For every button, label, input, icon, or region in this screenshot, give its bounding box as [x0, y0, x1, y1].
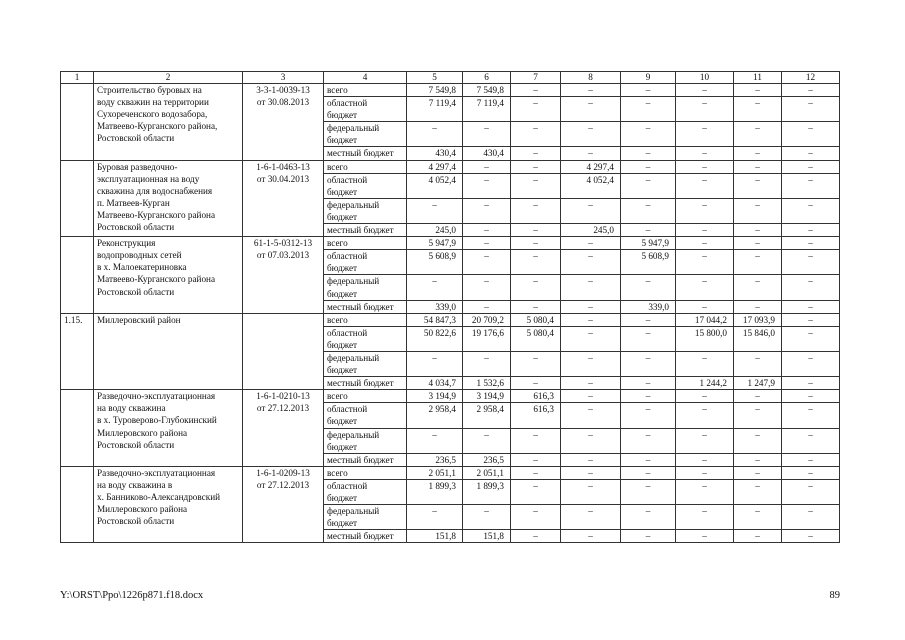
header-cell: 4: [324, 72, 407, 84]
value-cell: –: [676, 97, 734, 122]
value-cell: 7 119,4: [407, 97, 463, 122]
value-cell: –: [463, 160, 511, 173]
funding-source-label: федеральный бюджет: [324, 122, 407, 147]
funding-source-label: областной бюджет: [324, 97, 407, 122]
value-cell: –: [734, 275, 782, 300]
table-row: [61, 237, 840, 250]
expertise-code: 3-3-1-0039-13 от 30.08.2013: [243, 84, 324, 161]
value-cell: –: [782, 84, 840, 97]
value-cell: –: [782, 224, 840, 237]
value-cell: –: [561, 275, 621, 300]
value-cell: –: [511, 97, 561, 122]
value-cell: –: [621, 505, 676, 530]
value-cell: –: [621, 122, 676, 147]
footer-file-path: Y:\ORST\Ppo\1226p871.f18.docx: [60, 590, 204, 601]
header-cell: 1: [61, 72, 94, 84]
funding-source-label: областной бюджет: [324, 403, 407, 428]
funding-source-label: всего: [324, 390, 407, 403]
value-cell: –: [511, 479, 561, 504]
funding-source-label: федеральный бюджет: [324, 428, 407, 453]
value-cell: –: [782, 300, 840, 313]
value-cell: 1 247,9: [734, 377, 782, 390]
value-cell: 19 176,6: [463, 326, 511, 351]
value-cell: 5 608,9: [407, 250, 463, 275]
value-cell: –: [676, 300, 734, 313]
value-cell: 5 080,4: [511, 326, 561, 351]
value-cell: –: [561, 351, 621, 376]
value-cell: –: [676, 198, 734, 223]
funding-source-label: федеральный бюджет: [324, 505, 407, 530]
value-cell: 4 297,4: [407, 160, 463, 173]
value-cell: –: [561, 466, 621, 479]
table-row: [61, 390, 840, 403]
value-cell: 1 899,3: [407, 479, 463, 504]
value-cell: –: [561, 198, 621, 223]
value-cell: –: [676, 275, 734, 300]
value-cell: 3 194,9: [407, 390, 463, 403]
value-cell: –: [463, 275, 511, 300]
value-cell: –: [782, 313, 840, 326]
value-cell: –: [621, 466, 676, 479]
value-cell: –: [561, 505, 621, 530]
value-cell: –: [782, 326, 840, 351]
value-cell: –: [676, 428, 734, 453]
value-cell: –: [734, 390, 782, 403]
value-cell: 151,8: [463, 530, 511, 543]
value-cell: –: [511, 237, 561, 250]
table-row: [61, 466, 840, 479]
value-cell: –: [782, 122, 840, 147]
item-number: [61, 84, 94, 161]
value-cell: –: [561, 122, 621, 147]
project-description: Миллеровский район: [94, 313, 243, 390]
value-cell: –: [782, 390, 840, 403]
value-cell: –: [734, 237, 782, 250]
value-cell: –: [676, 84, 734, 97]
funding-source-label: областной бюджет: [324, 479, 407, 504]
value-cell: –: [676, 224, 734, 237]
value-cell: –: [734, 453, 782, 466]
funding-source-label: всего: [324, 84, 407, 97]
value-cell: 2 958,4: [407, 403, 463, 428]
value-cell: –: [621, 313, 676, 326]
funding-source-label: всего: [324, 160, 407, 173]
value-cell: 4 034,7: [407, 377, 463, 390]
value-cell: –: [463, 173, 511, 198]
value-cell: –: [511, 147, 561, 160]
value-cell: 245,0: [407, 224, 463, 237]
value-cell: –: [561, 479, 621, 504]
value-cell: –: [561, 250, 621, 275]
value-cell: –: [511, 453, 561, 466]
value-cell: –: [511, 530, 561, 543]
value-cell: –: [621, 479, 676, 504]
value-cell: –: [734, 479, 782, 504]
value-cell: 616,3: [511, 403, 561, 428]
value-cell: –: [561, 97, 621, 122]
value-cell: –: [782, 403, 840, 428]
value-cell: –: [511, 351, 561, 376]
header-cell: 2: [94, 72, 243, 84]
value-cell: –: [561, 300, 621, 313]
value-cell: 7 549,8: [407, 84, 463, 97]
value-cell: –: [676, 250, 734, 275]
expertise-code: 1-6-1-0463-13 от 30.04.2013: [243, 160, 324, 237]
funding-source-label: областной бюджет: [324, 326, 407, 351]
value-cell: –: [407, 275, 463, 300]
value-cell: –: [621, 530, 676, 543]
value-cell: 5 080,4: [511, 313, 561, 326]
value-cell: –: [621, 390, 676, 403]
value-cell: –: [782, 97, 840, 122]
value-cell: –: [676, 390, 734, 403]
funding-source-label: федеральный бюджет: [324, 275, 407, 300]
value-cell: –: [621, 351, 676, 376]
value-cell: 2 051,1: [407, 466, 463, 479]
value-cell: –: [561, 147, 621, 160]
item-number: [61, 390, 94, 467]
value-cell: –: [511, 300, 561, 313]
value-cell: –: [407, 198, 463, 223]
value-cell: 15 800,0: [676, 326, 734, 351]
project-description: Реконструкция водопроводных сетей в х. Малоекатериновка Матвеево-Курганского района Ростовской области: [94, 237, 243, 314]
value-cell: –: [561, 428, 621, 453]
page-number: 89: [829, 590, 840, 601]
value-cell: –: [676, 466, 734, 479]
expertise-code: [243, 313, 324, 390]
value-cell: –: [782, 453, 840, 466]
header-cell: 12: [782, 72, 840, 84]
value-cell: –: [561, 377, 621, 390]
value-cell: 430,4: [407, 147, 463, 160]
value-cell: –: [782, 160, 840, 173]
value-cell: 1 899,3: [463, 479, 511, 504]
value-cell: –: [621, 403, 676, 428]
value-cell: 7 549,8: [463, 84, 511, 97]
value-cell: –: [676, 530, 734, 543]
value-cell: –: [734, 97, 782, 122]
value-cell: –: [561, 390, 621, 403]
header-cell: 11: [734, 72, 782, 84]
value-cell: –: [782, 351, 840, 376]
value-cell: 4 052,4: [561, 173, 621, 198]
value-cell: –: [734, 403, 782, 428]
value-cell: –: [511, 250, 561, 275]
value-cell: –: [734, 84, 782, 97]
value-cell: –: [463, 351, 511, 376]
funding-source-label: всего: [324, 237, 407, 250]
value-cell: 339,0: [407, 300, 463, 313]
value-cell: –: [463, 250, 511, 275]
value-cell: –: [782, 428, 840, 453]
budget-table: [60, 71, 840, 543]
table-row: [61, 84, 840, 97]
project-description: Строительство буровых на воду скважин на территории Сухореченского водозабора, Матвеево-Курганского района, Ростовской области: [94, 84, 243, 161]
value-cell: 17 044,2: [676, 313, 734, 326]
value-cell: –: [621, 224, 676, 237]
header-row: [61, 72, 840, 84]
value-cell: –: [782, 173, 840, 198]
header-cell: 5: [407, 72, 463, 84]
funding-source-label: местный бюджет: [324, 530, 407, 543]
value-cell: –: [621, 198, 676, 223]
value-cell: –: [676, 237, 734, 250]
value-cell: –: [621, 326, 676, 351]
funding-source-label: федеральный бюджет: [324, 351, 407, 376]
funding-source-label: местный бюджет: [324, 224, 407, 237]
value-cell: –: [511, 198, 561, 223]
value-cell: 2 958,4: [463, 403, 511, 428]
value-cell: 1 244,2: [676, 377, 734, 390]
value-cell: –: [463, 505, 511, 530]
header-cell: 8: [561, 72, 621, 84]
value-cell: –: [734, 505, 782, 530]
value-cell: –: [561, 84, 621, 97]
value-cell: –: [511, 173, 561, 198]
value-cell: 20 709,2: [463, 313, 511, 326]
funding-source-label: всего: [324, 466, 407, 479]
value-cell: 15 846,0: [734, 326, 782, 351]
value-cell: 339,0: [621, 300, 676, 313]
header-cell: 3: [243, 72, 324, 84]
value-cell: –: [511, 428, 561, 453]
value-cell: –: [734, 173, 782, 198]
funding-source-label: областной бюджет: [324, 173, 407, 198]
item-number: [61, 466, 94, 543]
value-cell: –: [407, 122, 463, 147]
value-cell: –: [782, 530, 840, 543]
value-cell: 616,3: [511, 390, 561, 403]
value-cell: –: [511, 224, 561, 237]
table-body: [61, 72, 840, 543]
value-cell: –: [561, 403, 621, 428]
value-cell: –: [511, 377, 561, 390]
value-cell: 5 608,9: [621, 250, 676, 275]
value-cell: –: [782, 237, 840, 250]
value-cell: 151,8: [407, 530, 463, 543]
value-cell: –: [734, 160, 782, 173]
value-cell: –: [782, 505, 840, 530]
expertise-code: 61-1-5-0312-13 от 07.03.2013: [243, 237, 324, 314]
value-cell: 54 847,3: [407, 313, 463, 326]
value-cell: –: [407, 351, 463, 376]
value-cell: –: [511, 466, 561, 479]
value-cell: –: [782, 147, 840, 160]
table-row: [61, 160, 840, 173]
funding-source-label: местный бюджет: [324, 147, 407, 160]
value-cell: –: [782, 198, 840, 223]
project-description: Буровая разведочно- эксплуатационная на воду скважина для водоснабжения п. Матвеев-Курган Матвеево-Курганского района Ростовской области: [94, 160, 243, 237]
funding-source-label: всего: [324, 313, 407, 326]
value-cell: –: [463, 300, 511, 313]
value-cell: –: [463, 224, 511, 237]
value-cell: –: [561, 530, 621, 543]
value-cell: –: [782, 466, 840, 479]
value-cell: –: [621, 84, 676, 97]
value-cell: –: [511, 160, 561, 173]
value-cell: –: [463, 198, 511, 223]
value-cell: –: [676, 351, 734, 376]
value-cell: –: [782, 377, 840, 390]
value-cell: –: [676, 122, 734, 147]
value-cell: –: [734, 122, 782, 147]
funding-source-label: областной бюджет: [324, 250, 407, 275]
item-number: [61, 160, 94, 237]
value-cell: –: [782, 250, 840, 275]
value-cell: –: [621, 160, 676, 173]
item-number: [61, 237, 94, 314]
table-row: [61, 313, 840, 326]
project-description: Разведочно-эксплуатационная на воду скважина в х. Туроверово-Глубокинский Миллеровского района Ростовской области: [94, 390, 243, 467]
header-cell: 7: [511, 72, 561, 84]
value-cell: –: [734, 466, 782, 479]
value-cell: –: [621, 147, 676, 160]
value-cell: 4 052,4: [407, 173, 463, 198]
value-cell: –: [676, 173, 734, 198]
value-cell: 7 119,4: [463, 97, 511, 122]
funding-source-label: местный бюджет: [324, 377, 407, 390]
value-cell: –: [463, 428, 511, 453]
header-cell: 9: [621, 72, 676, 84]
value-cell: –: [734, 530, 782, 543]
value-cell: 236,5: [463, 453, 511, 466]
value-cell: –: [561, 237, 621, 250]
value-cell: –: [561, 326, 621, 351]
header-cell: 6: [463, 72, 511, 84]
expertise-code: 1-6-1-0209-13 от 27.12.2013: [243, 466, 324, 543]
value-cell: –: [511, 275, 561, 300]
expertise-code: 1-6-1-0210-13 от 27.12.2013: [243, 390, 324, 467]
value-cell: –: [782, 479, 840, 504]
value-cell: –: [734, 300, 782, 313]
value-cell: –: [621, 97, 676, 122]
value-cell: –: [734, 428, 782, 453]
value-cell: –: [407, 505, 463, 530]
value-cell: 3 194,9: [463, 390, 511, 403]
value-cell: 50 822,6: [407, 326, 463, 351]
value-cell: –: [676, 403, 734, 428]
value-cell: –: [734, 224, 782, 237]
header-cell: 10: [676, 72, 734, 84]
value-cell: 245,0: [561, 224, 621, 237]
value-cell: –: [621, 275, 676, 300]
value-cell: –: [463, 122, 511, 147]
value-cell: 2 051,1: [463, 466, 511, 479]
value-cell: 430,4: [463, 147, 511, 160]
value-cell: –: [782, 275, 840, 300]
funding-source-label: федеральный бюджет: [324, 198, 407, 223]
item-number: 1.15.: [61, 313, 94, 390]
value-cell: 4 297,4: [561, 160, 621, 173]
value-cell: 1 532,6: [463, 377, 511, 390]
project-description: Разведочно-эксплуатационная на воду скважина в х. Банниково-Александровский Миллеровского района Ростовской области: [94, 466, 243, 543]
value-cell: 5 947,9: [407, 237, 463, 250]
value-cell: –: [734, 250, 782, 275]
value-cell: 236,5: [407, 453, 463, 466]
value-cell: –: [676, 505, 734, 530]
value-cell: –: [621, 453, 676, 466]
value-cell: 5 947,9: [621, 237, 676, 250]
value-cell: –: [734, 351, 782, 376]
value-cell: –: [561, 313, 621, 326]
funding-source-label: местный бюджет: [324, 453, 407, 466]
value-cell: –: [676, 147, 734, 160]
value-cell: –: [676, 453, 734, 466]
value-cell: –: [561, 453, 621, 466]
value-cell: –: [511, 505, 561, 530]
value-cell: –: [676, 479, 734, 504]
value-cell: –: [621, 377, 676, 390]
value-cell: 17 093,9: [734, 313, 782, 326]
value-cell: –: [511, 122, 561, 147]
value-cell: –: [734, 198, 782, 223]
value-cell: –: [734, 147, 782, 160]
value-cell: –: [511, 84, 561, 97]
value-cell: –: [676, 160, 734, 173]
value-cell: –: [621, 428, 676, 453]
value-cell: –: [463, 237, 511, 250]
funding-source-label: местный бюджет: [324, 300, 407, 313]
value-cell: –: [621, 173, 676, 198]
value-cell: –: [407, 428, 463, 453]
